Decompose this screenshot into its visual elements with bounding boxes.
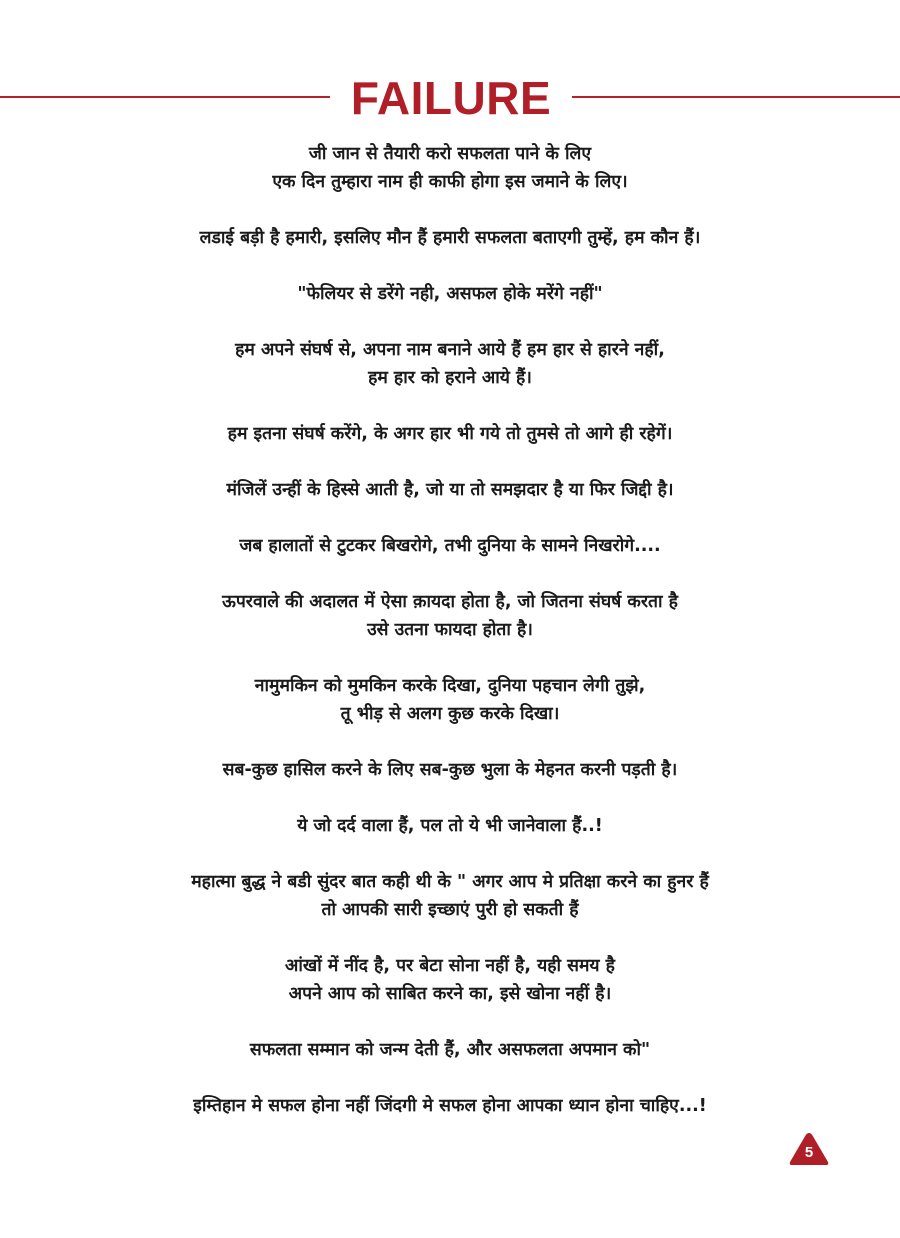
quote-stanza (60, 280, 840, 308)
header-rule-left (0, 96, 330, 98)
quote-line: ये जो दर्द वाला हैं, पल तो ये भी जानेवाला हैं..! (297, 816, 603, 836)
quote-stanza (60, 140, 840, 196)
quote-stanza (60, 1036, 840, 1064)
quote-stanza (60, 420, 840, 448)
quote-stanza (60, 952, 840, 1008)
quote-stanza (60, 224, 840, 252)
quote-stanza (60, 588, 840, 644)
quote-stanza (60, 476, 840, 504)
page-title: FAILURE (350, 72, 552, 124)
quote-line: नामुमकिन को मुमकिन करके दिखा, दुनिया पहचान लेगी तुझे, (254, 676, 646, 696)
quote-stanza (60, 868, 840, 924)
quote-line: हम इतना संघर्ष करेंगे, के अगर हार भी गये तो तुमसे तो आगे ही रहेगें। (227, 424, 673, 444)
quote-line: एक दिन तुम्हारा नाम ही काफी होगा इस जमाने के लिए। (272, 172, 628, 192)
quote-line: उसे उतना फायदा होता है। (367, 620, 533, 640)
quote-line: जब हालातों से टुटकर बिखरोगे, तभी दुनिया के सामने निखरोगे.... (239, 536, 661, 556)
quote-line: तू भीड़ से अलग कुछ करके दिखा। (340, 704, 560, 724)
quote-line: "फेलियर से डरेंगे नही, असफल होके मरेंगे नहीं" (297, 284, 603, 304)
quote-line: हम अपने संघर्ष से, अपना नाम बनाने आये हैं हम हार से हारने नहीं, (235, 340, 665, 360)
quote-line: इम्तिहान मे सफल होना नहीं जिंदगी मे सफल होना आपका ध्यान होना चाहिए...! (193, 1096, 707, 1116)
quote-line: ऊपरवाले की अदालत में ऐसा क़ायदा होता है, जो जितना संघर्ष करता है (222, 592, 678, 612)
quote-stanza (60, 336, 840, 392)
quote-line: मंजिलें उन्हीं के हिस्से आती है, जो या तो समझदार है या फिर जिद्दी है। (226, 480, 674, 500)
header-rule-right (572, 96, 900, 98)
quote-line: लडाई बड़ी है हमारी, इसलिए मौन हैं हमारी सफलता बताएगी तुम्हें, हम कौन हैं। (199, 228, 701, 248)
quote-line: सब-कुछ हासिल करने के लिए सब-कुछ भुला के मेहनत करनी पड़ती है। (222, 760, 678, 780)
page-number: 5 (804, 1144, 814, 1161)
quote-stanza (60, 756, 840, 784)
quotes-body (60, 140, 840, 1148)
quote-stanza (60, 1092, 840, 1120)
quote-stanza (60, 812, 840, 840)
quote-line: जी जान से तैयारी करो सफलता पाने के लिए (308, 144, 592, 164)
quote-line: अपने आप को साबित करने का, इसे खोना नहीं है। (288, 984, 612, 1004)
quote-line: तो आपकी सारी इच्छाएं पुरी हो सकती हैं (321, 900, 579, 920)
quote-stanza (60, 532, 840, 560)
page-number-badge (788, 1131, 830, 1167)
quote-line: आंखों में नींद है, पर बेटा सोना नहीं है, यही समय है (285, 956, 615, 976)
quote-line: सफलता सम्मान को जन्म देती हैं, और असफलता अपमान को" (249, 1040, 651, 1060)
quote-line: हम हार को हराने आये हैं। (368, 368, 532, 388)
quote-stanza (60, 672, 840, 728)
page-header (0, 70, 900, 126)
quote-line: महात्मा बुद्ध ने बडी सुंदर बात कही थी के " अगर आप मे प्रतिक्षा करने का हुनर हैं (191, 872, 709, 892)
